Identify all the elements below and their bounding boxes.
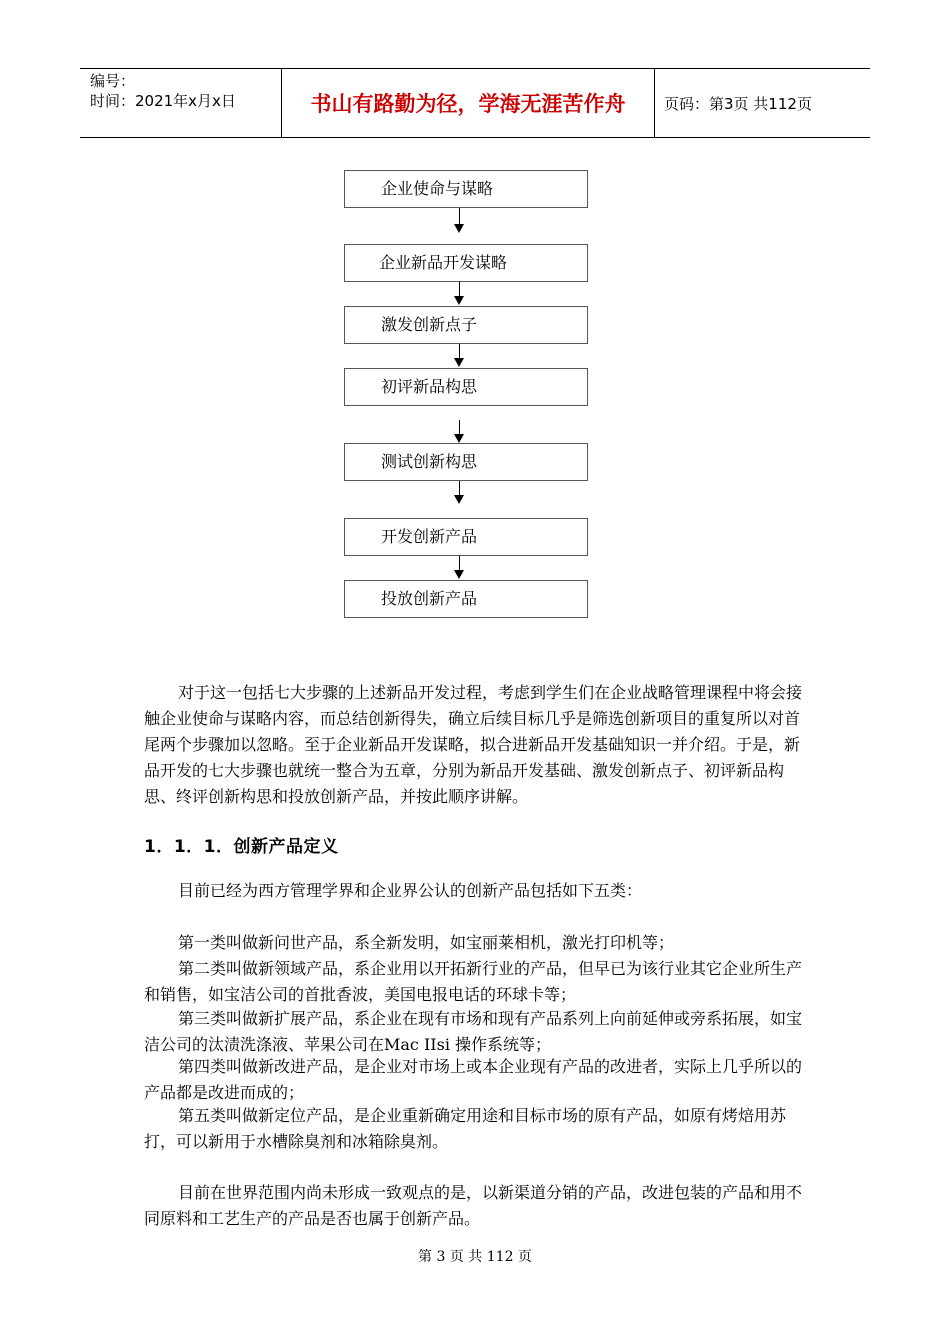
flow-step-4: 初评新品构思 — [344, 368, 588, 406]
category-item-2: 第二类叫做新领域产品，系企业用以开拓新行业的产品，但早已为该行业其它企业所生产和销售，如宝洁公司的首批香波，美国电报电话的环球卡等； — [144, 959, 803, 1004]
flow-connector — [459, 208, 460, 224]
header-motto: 书山有路勤为径，学海无涯苦作舟 — [282, 69, 655, 137]
section-heading: 1．1．1．创新产品定义 — [144, 837, 339, 857]
document-header — [80, 68, 870, 138]
flow-step-3: 激发创新点子 — [344, 306, 588, 344]
arrow-down-icon — [454, 495, 464, 504]
category-item-4: 第四类叫做新改进产品，是企业对市场上或本企业现有产品的改进者，实际上几乎所以的产品都是改进而成的； — [144, 1057, 803, 1102]
arrow-down-icon — [454, 224, 464, 233]
category-item-1: 第一类叫做新问世产品，系全新发明，如宝丽莱相机，激光打印机等； — [178, 933, 675, 952]
flow-connector — [459, 282, 460, 296]
flow-connector — [459, 481, 460, 495]
arrow-down-icon — [454, 296, 464, 305]
flow-connector — [459, 556, 460, 570]
time-label: 时间：2021年x月x日 — [90, 92, 236, 110]
page-footer: 第 3 页 共 112 页 — [418, 1249, 532, 1265]
category-item-5: 第五类叫做新定位产品，是企业重新确定用途和目标市场的原有产品，如原有烤焙用苏打，可以新用于水槽除臭剂和冰箱除臭剂。 — [144, 1106, 787, 1151]
header-meta-cell — [80, 69, 282, 137]
flow-step-2: 企业新品开发谋略 — [344, 244, 588, 282]
flow-step-1: 企业使命与谋略 — [344, 170, 588, 208]
arrow-down-icon — [454, 570, 464, 579]
flow-connector — [459, 344, 460, 358]
definition-intro: 目前已经为西方管理学界和企业界公认的创新产品包括如下五类： — [178, 881, 643, 900]
flow-step-5: 测试创新构思 — [344, 443, 588, 481]
flow-step-6: 开发创新产品 — [344, 518, 588, 556]
header-page-info: 页码：第3页 共112页 — [664, 94, 812, 113]
flow-step-7: 投放创新产品 — [344, 580, 588, 618]
arrow-down-icon — [454, 434, 464, 443]
category-item-3: 第三类叫做新扩展产品，系企业在现有市场和现有产品系列上向前延伸或旁系拓展，如宝洁公司的汰渍洗涤液、苹果公司在Mac IIsi 操作系统等； — [144, 1009, 803, 1054]
number-label: 编号： — [90, 72, 136, 90]
flow-connector — [459, 420, 460, 434]
closing-paragraph: 目前在世界范围内尚未形成一致观点的是，以新渠道分销的产品，改进包装的产品和用不同原料和工艺生产的产品是否也属于创新产品。 — [144, 1183, 803, 1228]
arrow-down-icon — [454, 358, 464, 367]
intro-paragraph: 对于这一包括七大步骤的上述新品开发过程，考虑到学生们在企业战略管理课程中将会接触企业使命与谋略内容，而总结创新得失，确立后续目标几乎是筛选创新项目的重复所以对首尾两个步骤加以忽略。至于企业新品开发谋略，拟合进新品开发基础知识一并介绍。于是，新品开发的七大步骤也就统一整合为五章，分别为新品开发基础、激发创新点子、初评新品构思、终评创新构思和投放创新产品，并按此顺序讲解。 — [144, 683, 803, 806]
